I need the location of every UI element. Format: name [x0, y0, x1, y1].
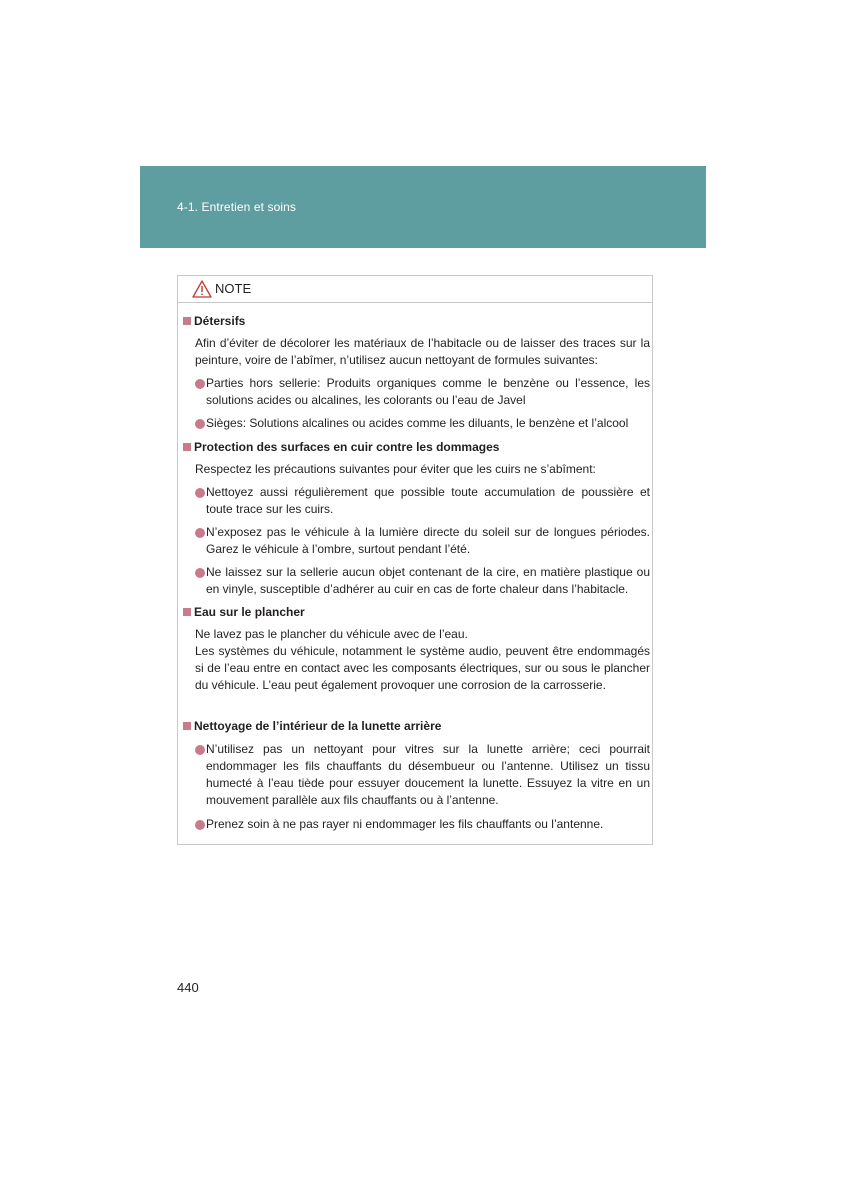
section-heading: Eau sur le plancher — [183, 604, 305, 621]
list-item: Parties hors sellerie: Produits organiques comme le benzène ou l’essence, les solutions acides ou alcalines, les colorants ou l’eau de Javel — [195, 375, 650, 409]
list-item: N’exposez pas le véhicule à la lumière directe du soleil sur de longues périodes. Garez le véhicule à l’ombre, surtout pendant l’été. — [195, 524, 650, 558]
note-header — [178, 276, 652, 303]
section-paragraph: Afin d’éviter de décolorer les matériaux de l’habitacle ou de laisser des traces sur la peinture, voire de l’abîmer, n’utilisez aucun nettoyant de formules suivantes: — [195, 336, 650, 367]
section-header-band — [140, 166, 706, 248]
note-box — [177, 275, 653, 845]
list-item: Nettoyez aussi régulièrement que possible toute accumulation de poussière et toute trace sur les cuirs. — [195, 484, 650, 518]
square-bullet-icon — [183, 443, 191, 451]
round-bullet-icon — [195, 820, 205, 830]
section-heading: Nettoyage de l’intérieur de la lunette arrière — [183, 718, 441, 735]
section-heading: Protection des surfaces en cuir contre les dommages — [183, 439, 499, 456]
round-bullet-icon — [195, 568, 205, 578]
list-item: Prenez soin à ne pas rayer ni endommager les fils chauffants ou l’antenne. — [195, 816, 650, 833]
section-title: 4-1. Entretien et soins — [177, 200, 297, 214]
section-heading: Détersifs — [183, 313, 245, 330]
list-item: N’utilisez pas un nettoyant pour vitres sur la lunette arrière; ceci pourrait endommager les fils chauffants du désembueur ou l’antenne. Utilisez un tissu humecté à l’eau tiède pour essuyer doucement la lunette. Essuyez la vitre en un mouvement parallèle aux fils chauffants ou à l’antenne. — [195, 741, 650, 809]
square-bullet-icon — [183, 317, 191, 325]
round-bullet-icon — [195, 528, 205, 538]
round-bullet-icon — [195, 379, 205, 389]
page-number: 440 — [177, 980, 199, 995]
square-bullet-icon — [183, 722, 191, 730]
section-paragraph: Respectez les précautions suivantes pour éviter que les cuirs ne s’abîment: — [195, 462, 596, 476]
section-paragraph: Ne lavez pas le plancher du véhicule avec de l’eau. — [195, 627, 468, 641]
round-bullet-icon — [195, 488, 205, 498]
round-bullet-icon — [195, 419, 205, 429]
warning-triangle-icon — [192, 280, 212, 298]
round-bullet-icon — [195, 745, 205, 755]
square-bullet-icon — [183, 608, 191, 616]
section-paragraph: Les systèmes du véhicule, notamment le système audio, peuvent être endommagés si de l’eau entre en contact avec les composants électriques, sur ou sous le plancher du véhicule. L’eau peut également provoquer une corrosion de la carrosserie. — [195, 644, 650, 692]
note-label: NOTE — [215, 281, 252, 296]
list-item: Ne laissez sur la sellerie aucun objet contenant de la cire, en matière plastique ou en vinyle, susceptible d’adhérer au cuir en cas de forte chaleur dans l’habitacle. — [195, 564, 650, 598]
list-item: Sièges: Solutions alcalines ou acides comme les diluants, le benzène et l’alcool — [195, 415, 650, 432]
